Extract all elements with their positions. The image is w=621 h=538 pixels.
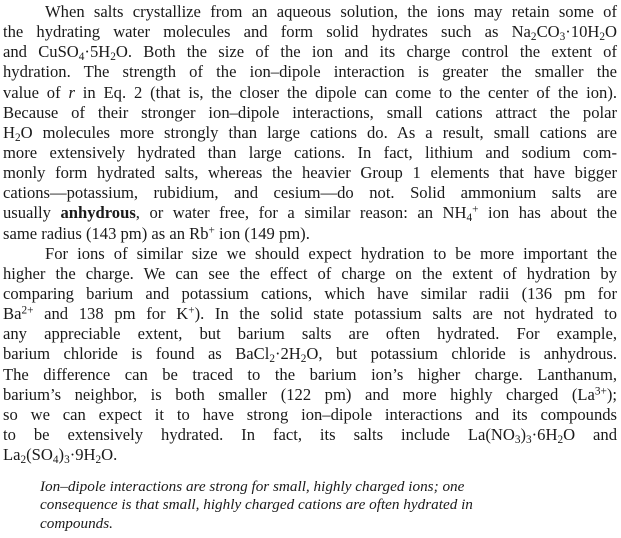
superscript: + (472, 203, 479, 216)
superscript: + (188, 304, 195, 317)
bold-term: anhydrous (60, 203, 136, 223)
subscript: 4 (78, 51, 85, 64)
key-point-callout (40, 478, 600, 533)
subscript: 3 (514, 433, 521, 446)
text-line: so we can expect it to have strong ion–dipole interactions and its compounds (3, 404, 617, 424)
subscript: 2 (95, 453, 102, 466)
paragraph (3, 2, 617, 244)
text-line: $Ba^{2+}$ and 138 pm for K+). In the solid state potassium salts are not hydrated to (3, 304, 617, 324)
text-line: and $CuSO_4\cdot 5H_2O$. Both the size of the ion and its charge control the extent of (3, 42, 617, 64)
paragraph (3, 244, 617, 466)
text-line: cations—potassium, rubidium, and cesium—do not. Solid ammonium salts are (3, 183, 617, 203)
callout-line: consequence is that small, highly charged cations are often hydrated in (40, 496, 473, 514)
italic-term: r (68, 82, 75, 102)
text-line: When salts crystallize from an aqueous solution, the ions may retain some of (45, 2, 617, 21)
subscript: 2 (20, 453, 27, 466)
text-line: same radius (143 pm) as an Rb+ ion (149 pm). (3, 223, 310, 243)
text-line: usually anhydrous, or water free, for a similar reason: an $NH_4^+$ ion has about the (3, 203, 617, 225)
text-line: $La_2(SO_4)_3\cdot 9H_2O$. (3, 445, 118, 466)
text-line: The difference can be traced to the barium ion’s higher charge. Lanthanum, (3, 364, 617, 384)
text-line: monly form hydrated salts, whereas the heavier Group 1 elements that have bigger (3, 163, 617, 183)
superscript: + (208, 223, 215, 236)
superscript: 2+ (21, 304, 34, 317)
text-line: barium chloride is found as $BaCl_2\cdot 2H_2O$, but potassium chloride is anhydrous. (3, 344, 618, 366)
subscript: 2 (599, 30, 606, 43)
text-line: barium’s neighbor, is both smaller (122 pm) and more highly charged $(La^{3+})$; (3, 384, 617, 404)
text-line: more extensively hydrated than large cations. In fact, lithium and sodium com- (3, 142, 617, 162)
superscript: 3+ (594, 385, 607, 398)
text-line: comparing barium and potassium cations, which have similar radii (136 pm for (3, 283, 617, 303)
subscript: 4 (52, 453, 59, 466)
text-line: value of r in Eq. 2 (that is, the closer the dipole can come to the center of the ion). (3, 82, 617, 102)
text-line: any appreciable extent, but barium salts are often hydrated. For example, (3, 324, 617, 344)
subscript: 2 (557, 433, 564, 446)
text-line: higher the charge. We can see the effect of charge on the extent of hydration by (3, 263, 617, 283)
callout-line: Ion–dipole interactions are strong for small, highly charged ions; one (40, 478, 465, 495)
text-line: Because of their stronger ion–dipole interactions, small cations attract the polar (3, 102, 617, 122)
subscript: 2 (14, 131, 21, 144)
subscript: 2 (530, 30, 537, 43)
subscript: 2 (300, 353, 307, 366)
subscript: 3 (559, 30, 566, 43)
subscript: 2 (110, 51, 116, 64)
text-line: For ions of similar size we should expect hydration to be more important the (45, 243, 617, 263)
subscript: 3 (526, 433, 532, 446)
text-line: $H_2O$ molecules more strongly than large cations do. As a result, small cations are (3, 122, 617, 144)
subscript: 3 (64, 453, 70, 466)
callout-line: compounds. (40, 514, 113, 532)
text-line: hydration. The strength of the ion–dipole interaction is greater the smaller the (3, 62, 617, 82)
subscript: 4 (466, 212, 473, 225)
body-text (3, 2, 617, 465)
text-line: to be extensively hydrated. In fact, its salts include $La(NO_3)_3\cdot 6H_2O$ and (3, 424, 618, 446)
subscript: 2 (269, 353, 275, 366)
text-line: the hydrating water molecules and form solid hydrates such as $Na_2CO_3\cdot 10H_2O$ (3, 22, 617, 43)
